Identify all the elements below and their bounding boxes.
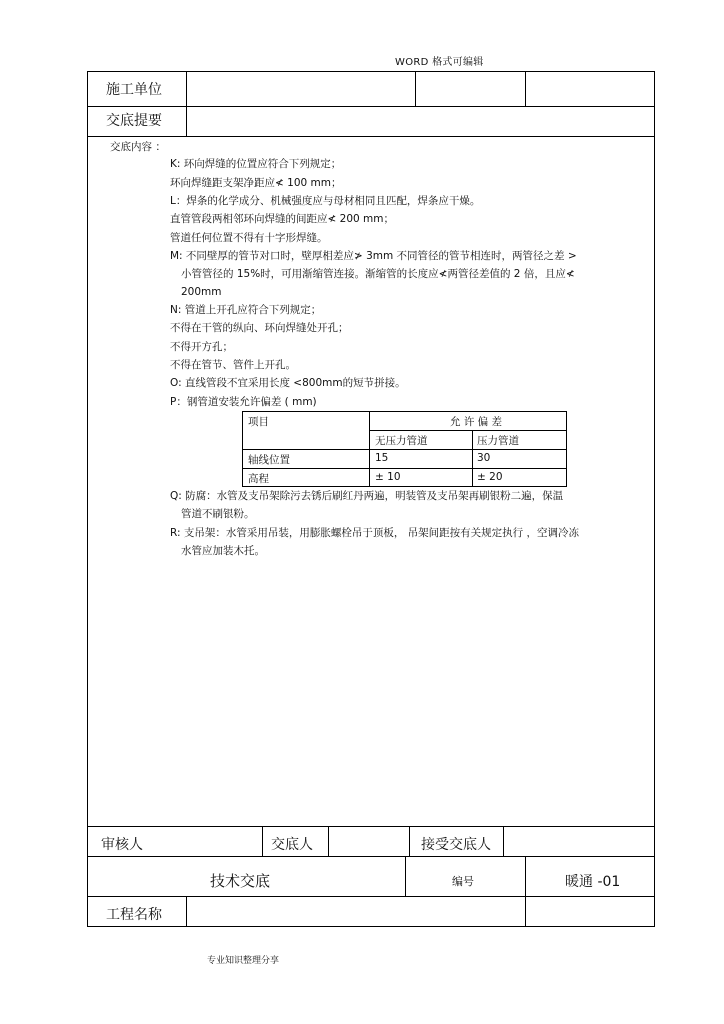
table-header-item: 项目	[248, 416, 269, 428]
receiver-label: 接受交底人	[421, 837, 491, 853]
content-line: 不得在管节、管件上开孔。	[170, 359, 296, 371]
project-name-label: 工程名称	[106, 907, 162, 923]
content-line: N: 管道上开孔应符合下列规定；	[170, 304, 322, 316]
table-header-pressurized: 压力管道	[477, 435, 519, 447]
content-line: K: 环向焊缝的位置应符合下列规定；	[170, 158, 342, 170]
content-line: O: 直线管段不宜采用长度 <800mm的短节拼接。	[170, 377, 406, 389]
table-header-allowance: 允 许 偏 差	[450, 416, 503, 428]
construction-unit-label: 施工单位	[106, 82, 162, 98]
content-line: 200mm	[181, 286, 222, 298]
content-line: 不得在干管的纵向、环向焊缝处开孔；	[170, 322, 349, 334]
content-line: 管道任何位置不得有十字形焊缝。	[170, 232, 328, 244]
content-line: 管道不刷银粉。	[181, 508, 255, 520]
content-line: M: 不同壁厚的管节对口时，壁厚相差应≯ 3mm 不同管径的管节相连时，两管径之差 >	[170, 250, 577, 262]
top-note: WORD 格式可编辑	[395, 57, 484, 68]
disclosure-content-label: 交底内容 ：	[110, 141, 166, 153]
reviewer-label: 审核人	[101, 837, 143, 853]
table-header-unpressurized: 无压力管道	[375, 435, 428, 447]
technical-disclosure-title: 技术交底	[210, 872, 271, 890]
number-value: 暖通 -01	[565, 874, 621, 890]
tolerance-table	[242, 411, 567, 487]
content-line: 水管应加装木托。	[181, 545, 265, 557]
content-line: Q: 防腐：水管及支吊架除污去锈后刷红丹两遍，明装管及支吊架再刷银粉二遍，保温	[170, 490, 564, 502]
table-cell: 30	[477, 452, 491, 464]
content-line: 小管管径的 15%时，可用渐缩管连接。渐缩管的长度应≮两管径差值的 2 倍，且应≮	[181, 268, 575, 280]
content-line: L：焊条的化学成分、机械强度应与母材相同且匹配，焊条应干燥。	[170, 195, 481, 207]
table-cell: ± 20	[477, 471, 503, 483]
content-line: 直管管段两相邻环向焊缝的间距应≮ 200 mm；	[170, 213, 394, 225]
table-cell: ± 10	[375, 471, 401, 483]
footer-note: 专业知识整理分享	[207, 956, 280, 966]
content-line: 不得开方孔；	[170, 341, 233, 353]
table-cell: 轴线位置	[248, 454, 290, 466]
disclosure-summary-label: 交底提要	[106, 113, 162, 129]
number-label: 编号	[452, 875, 474, 888]
content-line: P：钢管道安装允许偏差 ( mm)	[170, 396, 317, 408]
table-cell: 高程	[248, 473, 269, 485]
table-cell: 15	[375, 452, 389, 464]
content-line: 环向焊缝距支架净距应≮ 100 mm；	[170, 177, 342, 189]
content-line: R: 支吊架：水管采用吊装，用膨胀螺栓吊于顶板， 吊架间距按有关规定执行 ，空调冷冻	[170, 527, 580, 539]
discloser-label: 交底人	[271, 837, 313, 853]
